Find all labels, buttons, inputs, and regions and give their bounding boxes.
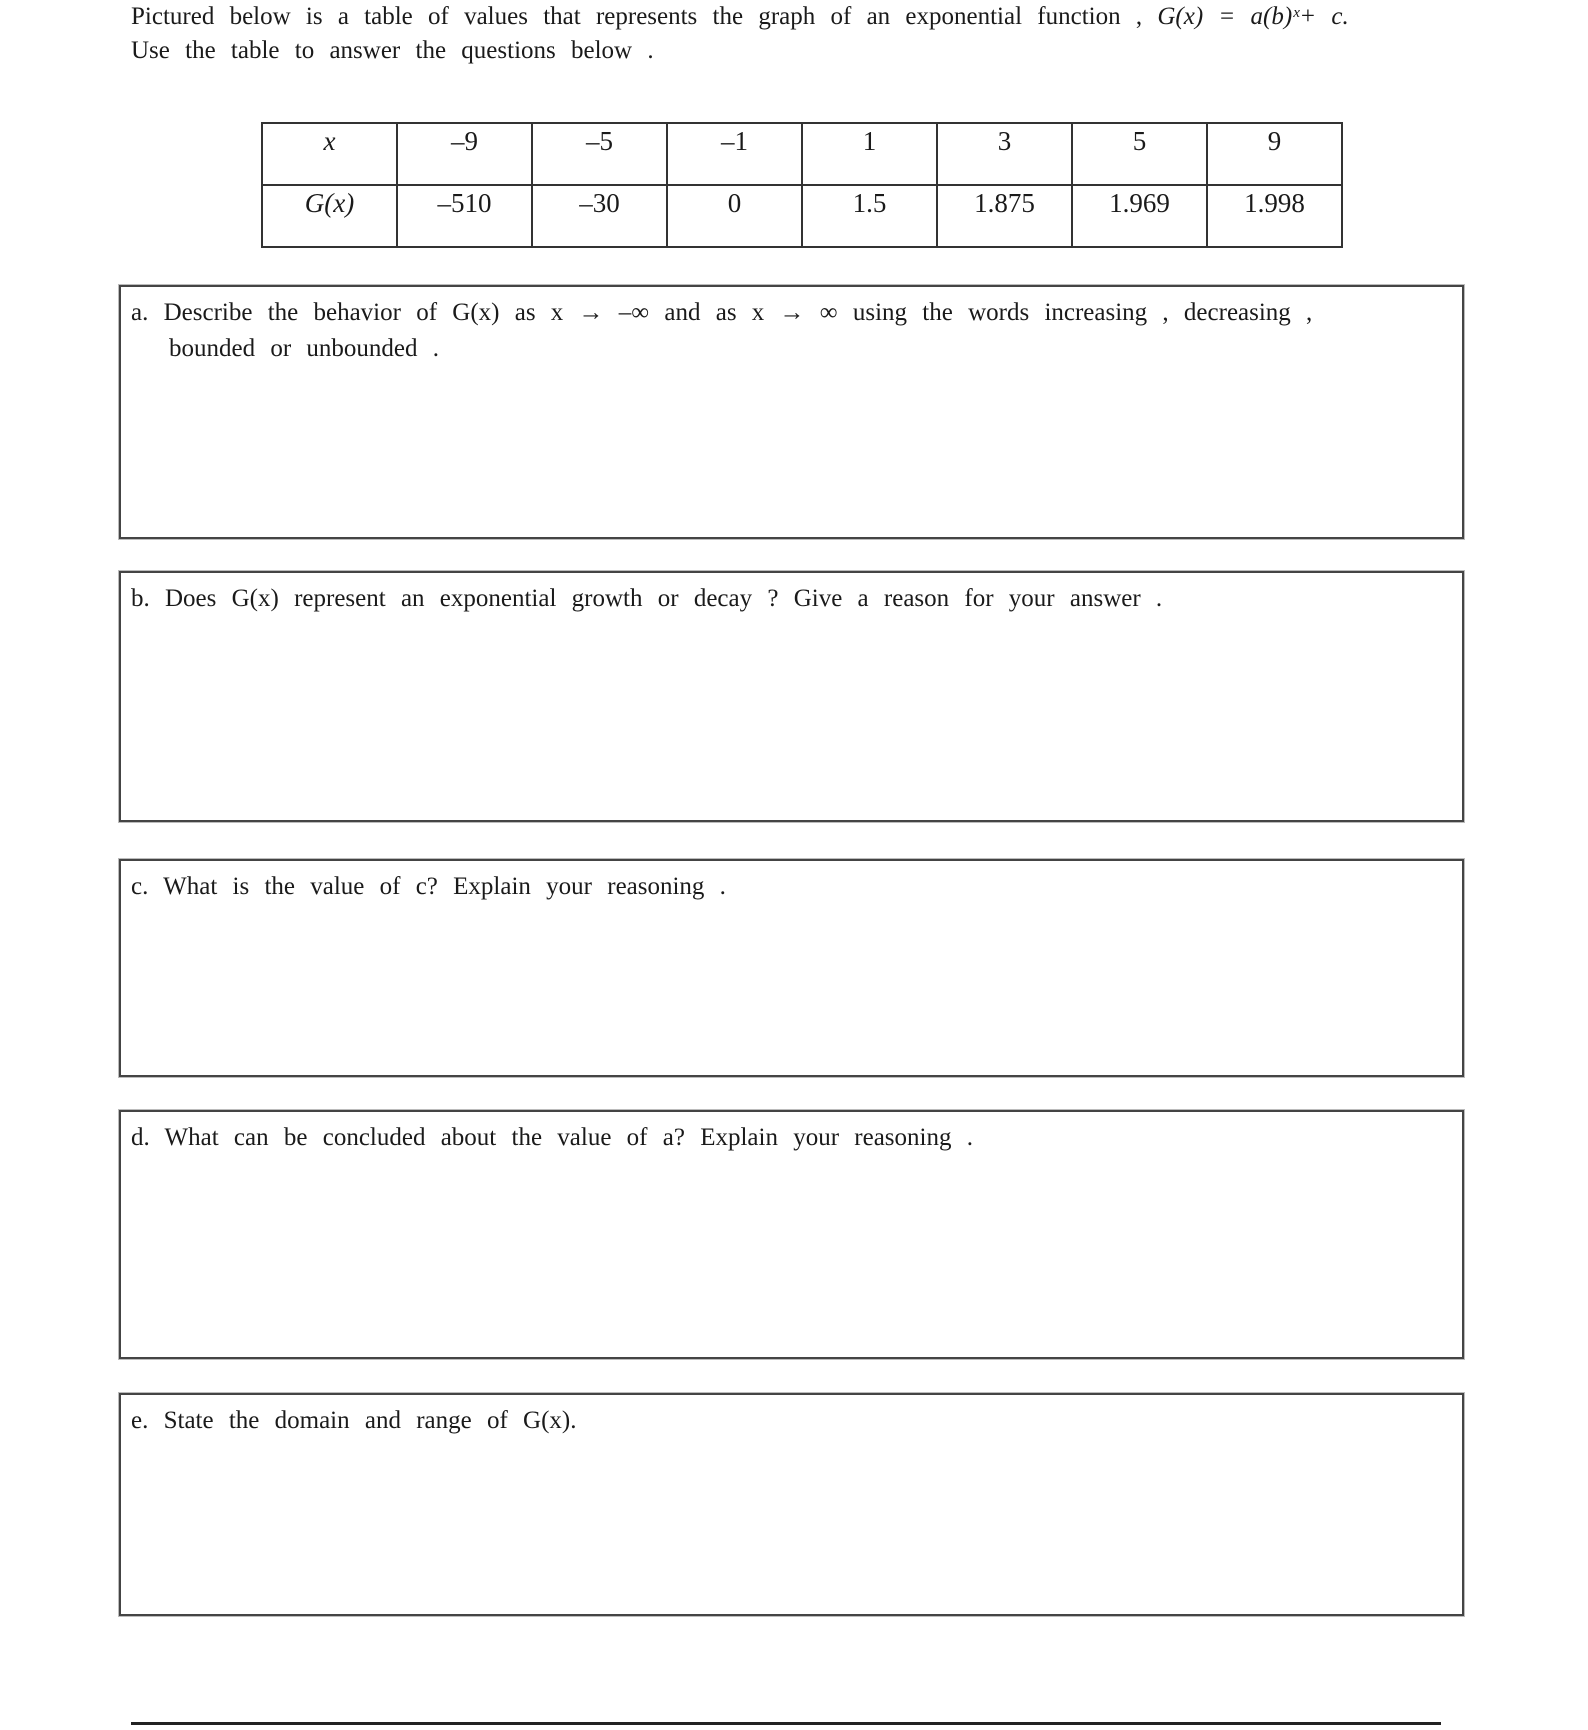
table-header-x: x [262,123,397,185]
question-c: c. What is the value of c? Explain your reasoning . [131,873,726,900]
question-b-answer-box[interactable] [119,571,1464,822]
question-d: d. What can be concluded about the value of a? Explain your reasoning . [131,1124,973,1151]
question-a-answer-box[interactable] [119,285,1464,539]
instructions-text: Pictured below is a table of values that represents the graph of an exponential function , [131,3,1143,30]
table-cell: –30 [532,185,667,247]
table-cell: 1.969 [1072,185,1207,247]
table-header-g: G(x) [262,185,397,247]
table-row-x [262,123,1342,185]
table-cell: 5 [1072,123,1207,185]
table-cell: –510 [397,185,532,247]
table-row-g [262,185,1342,247]
question-e-answer-box[interactable] [119,1393,1464,1616]
question-a-line-2: bounded or unbounded . [169,335,440,362]
table-cell: 1.998 [1207,185,1342,247]
table-cell: 1.875 [937,185,1072,247]
question-e: e. State the domain and range of G(x). [131,1407,577,1434]
instructions-line-1 [131,0,1451,34]
table-cell: –9 [397,123,532,185]
question-a-line-1: a. Describe the behavior of G(x) as x → –∞ and as x → ∞ using the words increasing , decreasing , [131,299,1313,326]
table-cell: 1 [802,123,937,185]
question-d-answer-box[interactable] [119,1110,1464,1359]
table-cell: 0 [667,185,802,247]
question-b: b. Does G(x) represent an exponential growth or decay ? Give a reason for your answer . [131,585,1163,612]
question-a [131,295,1451,367]
function-equation: G(x) = a(b)ˣ+ c. [1157,3,1349,30]
table-cell: –1 [667,123,802,185]
table-cell: 1.5 [802,185,937,247]
values-table [261,122,1343,248]
question-c-answer-box[interactable] [119,859,1464,1077]
bottom-divider [131,1722,1441,1725]
instructions [131,0,1451,68]
table-cell: –5 [532,123,667,185]
instructions-line-2: Use the table to answer the questions below . [131,37,654,64]
table-cell: 3 [937,123,1072,185]
table-cell: 9 [1207,123,1342,185]
